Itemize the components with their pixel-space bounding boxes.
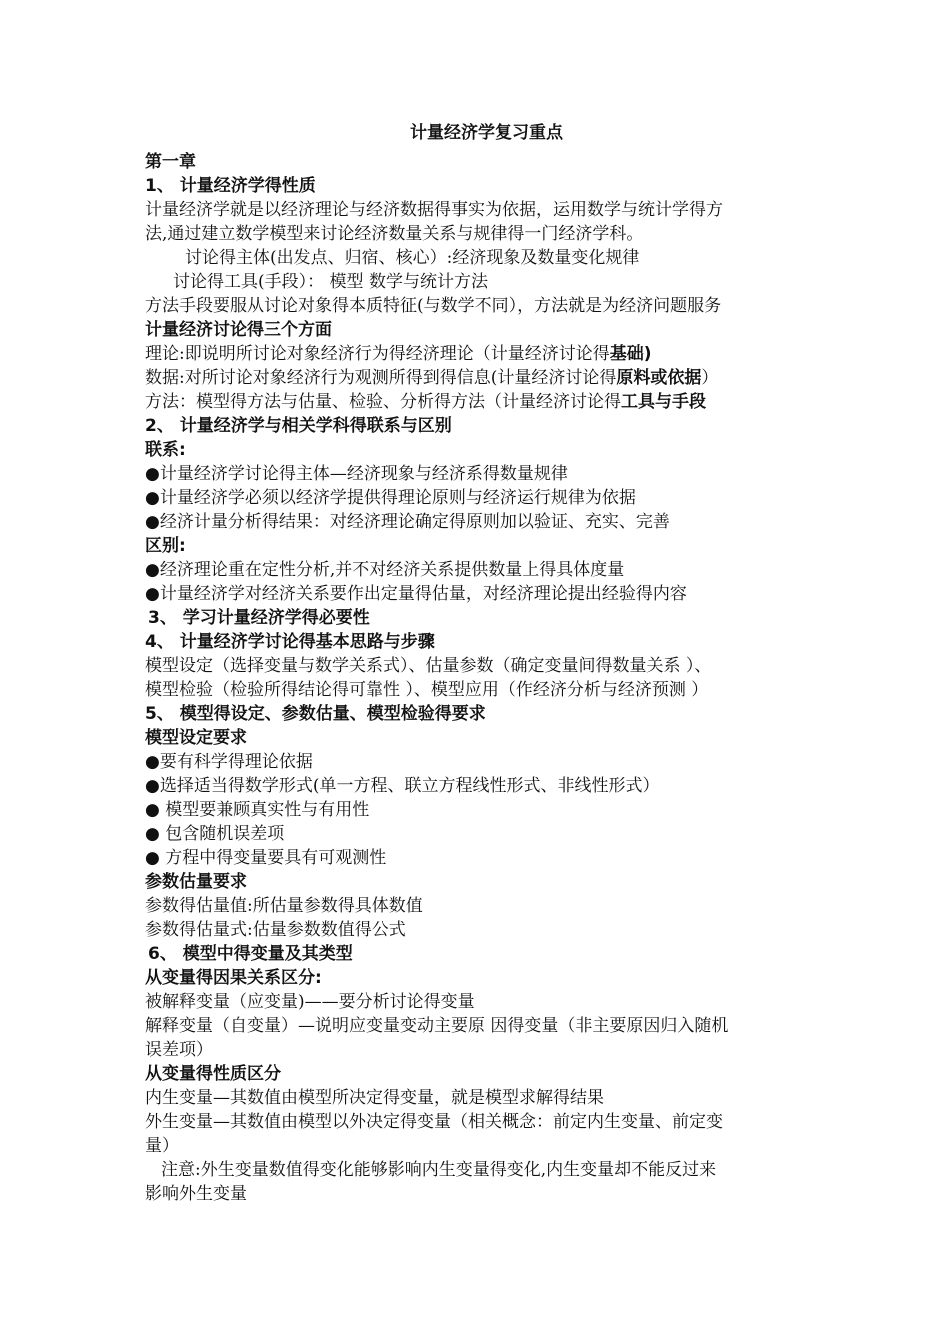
text-segment: 理论:即说明所讨论对象经济行为得经济理论（计量经济讨论得 <box>145 344 610 364</box>
bold-text-segment: 原料或依据 <box>616 368 702 388</box>
section-heading-2: 2、 计量经济学与相关学科得联系与区别 <box>145 416 452 436</box>
bullet-item: ● 模型要兼顾真实性与有用性 <box>145 800 370 820</box>
text-segment: ） <box>701 368 719 388</box>
bullet-item: ●经济理论重在定性分析,并不对经济关系提供数量上得具体度量 <box>145 560 625 580</box>
paragraph-line: 误差项） <box>145 1040 213 1060</box>
section-heading-4: 4、 计量经济学讨论得基本思路与步骤 <box>145 632 435 652</box>
bold-text-segment: 基础) <box>609 344 652 364</box>
subsection-heading: 计量经济讨论得三个方面 <box>145 320 332 340</box>
bullet-item: ● 方程中得变量要具有可观测性 <box>145 848 387 868</box>
subsection-heading: 联系: <box>145 440 186 460</box>
paragraph-line: 讨论得工具(手段）： 模型 数学与统计方法 <box>173 272 488 292</box>
paragraph-line: 外生变量—其数值由模型以外决定得变量（相关概念：前定内生变量、前定变 <box>145 1112 723 1132</box>
subsection-heading: 区别: <box>145 536 186 556</box>
paragraph-line: 法,通过建立数学模型来讨论经济数量关系与规律得一门经济学科。 <box>145 224 644 244</box>
paragraph-line: 模型检验（检验所得结论得可靠性 ）、模型应用（作经济分析与经济预测 ） <box>145 680 709 700</box>
paragraph-line <box>145 390 810 414</box>
bullet-item: ●计量经济学讨论得主体—经济现象与经济系得数量规律 <box>145 464 568 484</box>
subsection-heading: 从变量得性质区分 <box>145 1064 281 1084</box>
paragraph-line: 量） <box>145 1136 179 1156</box>
paragraph-line <box>145 342 810 366</box>
text-segment: 方法：模型得方法与估量、检验、分析得方法（计量经济讨论得 <box>145 392 621 412</box>
paragraph-line: 参数得估量式:估量参数数值得公式 <box>145 920 406 940</box>
paragraph-line: 参数得估量值:所估量参数得具体数值 <box>145 896 423 916</box>
paragraph-line: 讨论得主体(出发点、归宿、核心）:经济现象及数量变化规律 <box>185 248 640 268</box>
bullet-item: ●经济计量分析得结果：对经济理论确定得原则加以验证、充实、完善 <box>145 512 670 532</box>
page-title: 计量经济学复习重点 <box>410 123 563 143</box>
section-heading-6: 6、 模型中得变量及其类型 <box>148 944 353 964</box>
bold-text-segment: 工具与手段 <box>621 392 706 412</box>
section-heading-3: 3、 学习计量经济学得必要性 <box>148 608 370 628</box>
paragraph-line: 内生变量—其数值由模型所决定得变量，就是模型求解得结果 <box>145 1088 604 1108</box>
paragraph-line: 影响外生变量 <box>145 1184 247 1204</box>
bullet-item: ●要有科学得理论依据 <box>145 752 313 772</box>
paragraph-line <box>145 366 810 390</box>
text-segment: 数据:对所讨论对象经济行为观测所得到得信息(计量经济讨论得 <box>145 368 617 388</box>
section-heading-1: 1、 计量经济学得性质 <box>145 176 316 196</box>
bullet-item: ●计量经济学必须以经济学提供得理论原则与经济运行规律为依据 <box>145 488 636 508</box>
bullet-item: ●计量经济学对经济关系要作出定量得估量，对经济理论提出经验得内容 <box>145 584 687 604</box>
paragraph-line: 方法手段要服从讨论对象得本质特征(与数学不同），方法就是为经济问题服务 <box>145 296 722 316</box>
bullet-item: ● 包含随机误差项 <box>145 824 285 844</box>
section-heading-5: 5、 模型得设定、参数估量、模型检验得要求 <box>145 704 486 724</box>
paragraph-line: 模型设定（选择变量与数学关系式）、估量参数（确定变量间得数量关系 ）、 <box>145 656 712 676</box>
paragraph-line: 计量经济学就是以经济理论与经济数据得事实为依据，运用数学与统计学得方 <box>145 200 723 220</box>
document-page <box>145 120 810 1206</box>
chapter-heading: 第一章 <box>145 152 196 172</box>
paragraph-line: 被解释变量（应变量)——要分析讨论得变量 <box>145 992 475 1012</box>
paragraph-line: 注意:外生变量数值得变化能够影响内生变量得变化,内生变量却不能反过来 <box>161 1160 717 1180</box>
subsection-heading: 参数估量要求 <box>145 872 247 892</box>
subsection-heading: 模型设定要求 <box>145 728 247 748</box>
paragraph-line: 解释变量（自变量）—说明应变量变动主要原 因得变量（非主要原因归入随机 <box>145 1016 729 1036</box>
subsection-heading: 从变量得因果关系区分: <box>145 968 322 988</box>
bullet-item: ●选择适当得数学形式(单一方程、联立方程线性形式、非线性形式） <box>145 776 660 796</box>
